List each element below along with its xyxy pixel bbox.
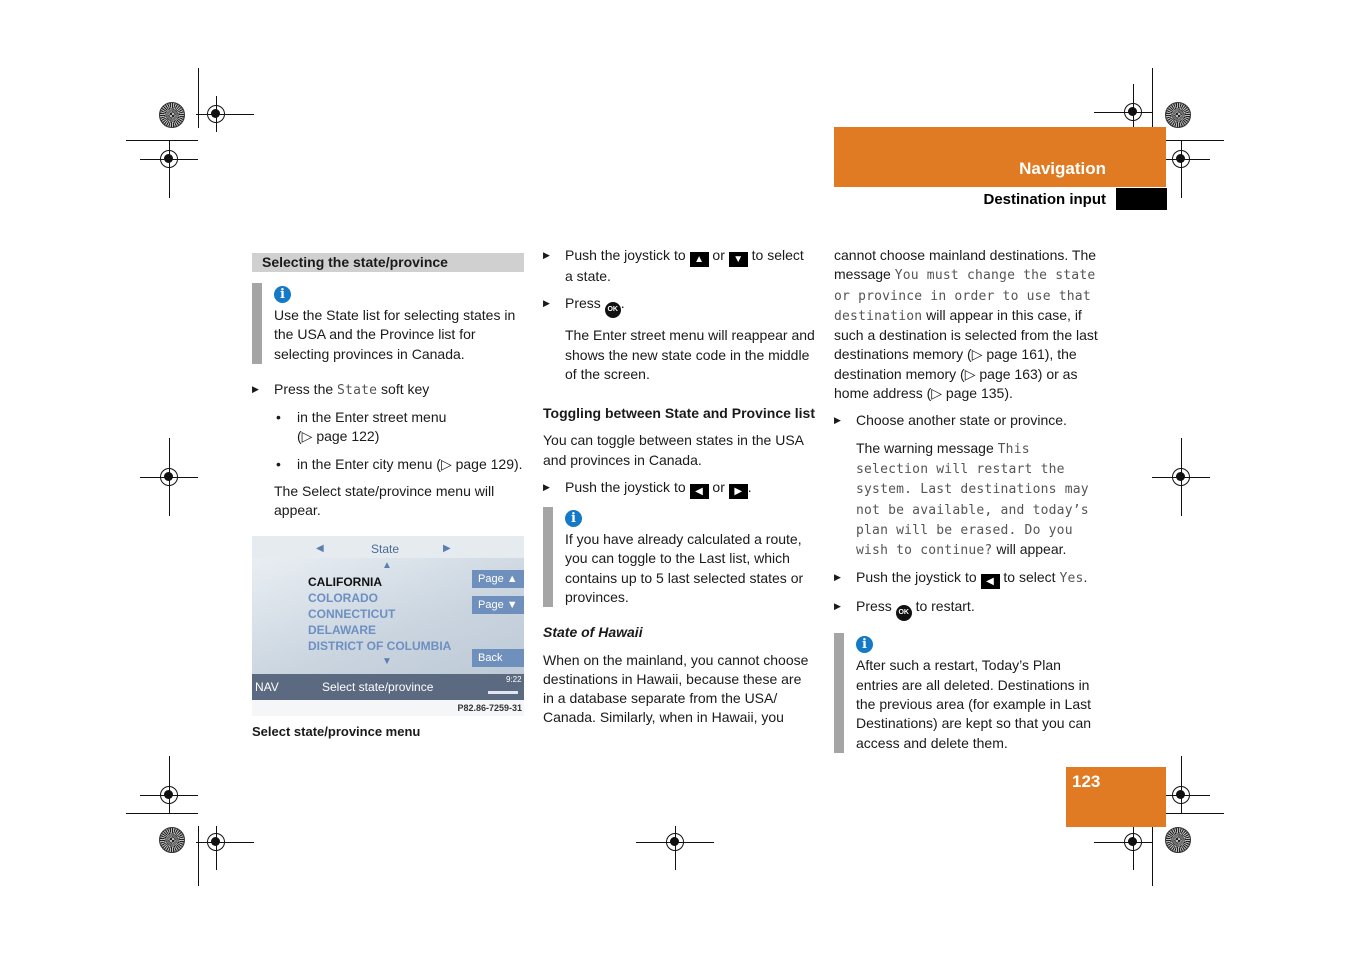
section-tab — [834, 127, 1166, 187]
hawaii-text: When on the mainland, you cannot choose destinations in Hawaii, because these are in a database separate from the USA/ Canada. Similarly, when in Hawaii, you — [543, 651, 809, 726]
color-dial-icon — [1165, 827, 1191, 853]
warning-text: The warning message This selection will restart the system. Last destinations may not be available, and today’s plan will be erased. Do you wish to continue? will appear. — [856, 439, 1089, 559]
menu-screenshot — [252, 536, 524, 716]
info-icon: i — [856, 636, 873, 653]
back-button: Back — [472, 649, 524, 667]
message-text: You must change the state or province in order to use that destination — [834, 268, 1096, 324]
subheading-hawaii: State of Hawaii — [543, 624, 643, 641]
toggle-text: You can toggle between states in the USA and provinces in Canada. — [543, 432, 804, 468]
page-up-button: Page ▲ — [472, 570, 524, 588]
state-list — [308, 574, 451, 654]
ok-button-icon: OK — [605, 302, 621, 318]
subsection-title: Destination input — [983, 191, 1106, 208]
step-select-yes: ▶ Push the joystick to ◀ to select Yes. — [834, 568, 1106, 589]
arrow-left-icon: ◀ — [316, 543, 324, 554]
joystick-left-icon: ◀ — [981, 574, 1000, 589]
screenshot-status-bar — [252, 674, 524, 700]
joystick-up-icon: ▲ — [690, 252, 709, 267]
figure-caption: Select state/province menu — [252, 724, 421, 739]
step-toggle: ▶ Push the joystick to ◀ or ▶ . — [543, 478, 815, 499]
arrow-right-icon: ▶ — [443, 543, 451, 554]
step-restart: ▶ Press OK to restart. — [834, 597, 1106, 621]
subheading-toggle: Toggling between State and Province list — [543, 405, 816, 422]
step-select-state: ▶ Push the joystick to ▲ or ▼ to select a state. — [543, 246, 815, 286]
bar-time: 9:22 — [506, 675, 522, 684]
screenshot-state-label: State — [371, 542, 400, 556]
info-box — [543, 507, 815, 607]
warning-message: This selection will restart the system. Last destinations may not be available, and today’s plan will be erased. Do you wish to continue? — [856, 441, 1089, 559]
info-text: Use the State list for selecting states in the USA and the Province list for selecting provinces in Canada. — [274, 307, 516, 362]
info-icon: i — [565, 510, 582, 527]
bar-title: Select state/province — [322, 680, 434, 694]
section-heading: Selecting the state/province — [252, 253, 524, 272]
list-item: • in the Enter street menu (▷ page 122) — [252, 408, 524, 447]
section-title: Navigation — [1019, 159, 1106, 178]
result-text: The Enter street menu will reappear and shows the new state code in the middle of the screen. — [565, 327, 815, 382]
color-dial-icon — [1165, 102, 1191, 128]
state-softkey-label: State — [337, 382, 378, 398]
hawaii-text-continued: cannot choose mainland destinations. The message You must change the state or province in order to use that destination will appear in this case, if such a destination is selected from the last destinations memory (▷ page 161), the destination memory (▷ page 163) or as home address (▷ page 135). — [834, 247, 1098, 402]
arrow-up-icon: ▲ — [382, 560, 392, 571]
left-column — [252, 253, 524, 529]
state-item: DISTRICT OF COLUMBIA — [308, 639, 452, 653]
list-item: • in the Enter city menu (▷ page 129). — [252, 455, 524, 474]
info-text: After such a restart, Today’s Plan entries are all deleted. Destinations in the previous area (for example in Last Destinations) are kept so that you can access and delete them. — [856, 657, 1092, 751]
middle-column — [543, 246, 815, 736]
color-dial-icon — [159, 827, 185, 853]
step-press-state: ▶ Press the State soft key — [252, 380, 524, 400]
result-text: The Select state/province menu will appear. — [274, 483, 495, 519]
info-box — [834, 633, 1106, 752]
joystick-left-icon: ◀ — [690, 484, 709, 499]
page-number: 123 — [1072, 772, 1101, 791]
ok-button-icon: OK — [896, 605, 912, 621]
state-item: CONNECTICUT — [308, 607, 396, 621]
state-item-selected: CALIFORNIA — [308, 575, 382, 589]
info-box — [252, 283, 524, 364]
state-item: COLORADO — [308, 591, 378, 605]
info-text: If you have already calculated a route, you can toggle to the Last list, which contains up to 5 last selected states or provinces. — [565, 531, 804, 605]
state-item: DELAWARE — [308, 623, 377, 637]
yes-option: Yes — [1059, 571, 1084, 587]
image-code: P82.86-7259-31 — [457, 703, 522, 713]
color-dial-icon — [159, 102, 185, 128]
joystick-right-icon: ▶ — [729, 484, 748, 499]
step-choose-state: ▶ Choose another state or province. — [834, 411, 1106, 430]
subsection-marker — [1116, 188, 1167, 210]
screenshot-footer — [252, 700, 524, 716]
joystick-down-icon: ▼ — [729, 252, 748, 267]
page-down-button: Page ▼ — [472, 596, 524, 614]
bar-nav-label: NAV — [255, 680, 279, 694]
info-icon: i — [274, 286, 291, 303]
signal-icon — [488, 686, 518, 694]
arrow-down-icon: ▼ — [382, 656, 392, 667]
right-column — [834, 246, 1106, 769]
step-press-ok: ▶ Press OK . — [543, 294, 815, 318]
